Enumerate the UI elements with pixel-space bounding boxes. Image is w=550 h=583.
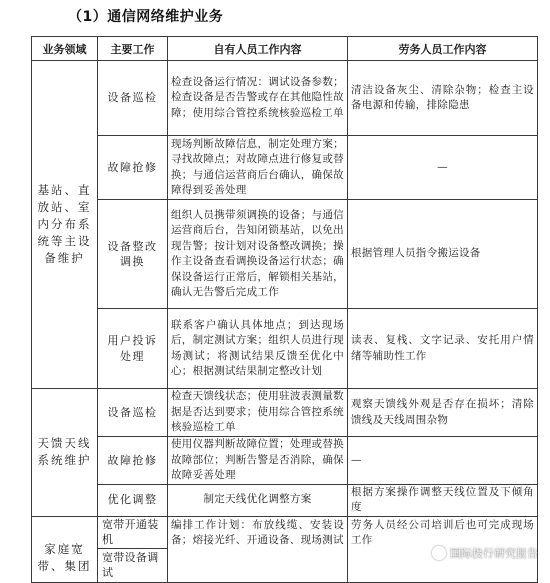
header-own-staff: 自有人员工作内容: [168, 37, 348, 61]
header-labor-staff: 劳务人员工作内容: [348, 37, 538, 61]
table-row: [32, 437, 538, 485]
domain-cell: 天馈天线系统维护: [32, 389, 98, 517]
labor-staff-cell: 清洁设备灰尘、清除杂物；检查主设备电源和传输，排除隐患: [348, 61, 538, 136]
own-staff-cell: 联系客户确认具体地点；到达现场后，制定测试方案；组织人员进行现场测试；将测试结果反馈至优化中心；根据测试结果制定整改计划: [168, 309, 348, 389]
work-cell: 优化调整: [98, 484, 168, 516]
header-main-work: 主要工作: [98, 37, 168, 61]
own-staff-cell: 检查天馈线状态；使用驻波表测量数据是否达到要求；使用综合管控系统核验巡检工单: [168, 389, 348, 437]
work-cell: 故障抢修: [98, 136, 168, 200]
own-staff-cell: 检查设备运行情况：调试设备参数；检查设备是否告警或存在其他隐性故障；使用综合管控系统核验巡检工单: [168, 61, 348, 136]
own-staff-cell: 编排工作计划：布放线缆、安装设备；熔接光纤、开通设备、现场测试: [168, 516, 348, 582]
labor-staff-cell: —: [348, 136, 538, 200]
table-row: [32, 389, 538, 437]
domain-cell: 基站、直放站、室内分布系统等主设备维护: [32, 61, 98, 389]
own-staff-cell: 制定天线优化调整方案: [168, 484, 348, 516]
own-staff-cell: 使用仪器判断故障位置；处理或替换故障部位；判断告警是否消除，确保故障妥善处理: [168, 437, 348, 485]
table-row: [32, 484, 538, 516]
table-row: [32, 309, 538, 389]
work-cell: 宽带开通装机: [98, 516, 168, 548]
domain-cell: 家庭宽带、集团: [32, 516, 98, 582]
watermark: [432, 545, 538, 561]
work-cell: 设备巡检: [98, 389, 168, 437]
labor-staff-cell: 劳务人员经公司培训后也可完成现场工作: [348, 516, 538, 582]
work-cell: 设备巡检: [98, 61, 168, 136]
work-cell: 设备整改调换: [98, 200, 168, 309]
labor-staff-cell: 根据方案操作调整天线位置及下倾角度: [348, 484, 538, 516]
work-cell: 宽带设备调试: [98, 548, 168, 582]
table-row: [32, 516, 538, 548]
labor-staff-cell: —: [348, 437, 538, 485]
labor-staff-cell: 读表、复栈、文字记录、安托用户情绪等辅助性工作: [348, 309, 538, 389]
watermark-text: 国际投行研究报告: [450, 547, 538, 560]
table-header-row: [32, 37, 538, 61]
own-staff-cell: 组织人员携带须调换的设备；与通信运营商后台，告知闭锁基站，以免出现告警；按计划对设备整改调换；操作主设备查看调换设备运行状态；确保设备运行正常后，解锁相关基站，确认无告警后完成工作: [168, 200, 348, 309]
own-staff-cell: 现场判断故障信息，制定处理方案；寻找故障点；对故障点进行修复或替换；与通信运营商后台确认，确保故障得到妥善处理: [168, 136, 348, 200]
work-cell: 故障抢修: [98, 437, 168, 485]
work-cell: 用户投诉处理: [98, 309, 168, 389]
header-domain: 业务领域: [32, 37, 98, 61]
table-row: [32, 200, 538, 309]
maintenance-table: [31, 36, 538, 583]
section-heading: （1）通信网络维护业务: [68, 9, 224, 25]
labor-staff-cell: 根据管理人员指令搬运设备: [348, 200, 538, 309]
table-row: [32, 61, 538, 136]
labor-staff-cell: 观察天馈线外观是否存在损坏；清除馈线及天线周围杂物: [348, 389, 538, 437]
logo-icon: [432, 546, 446, 560]
table-row: [32, 136, 538, 200]
